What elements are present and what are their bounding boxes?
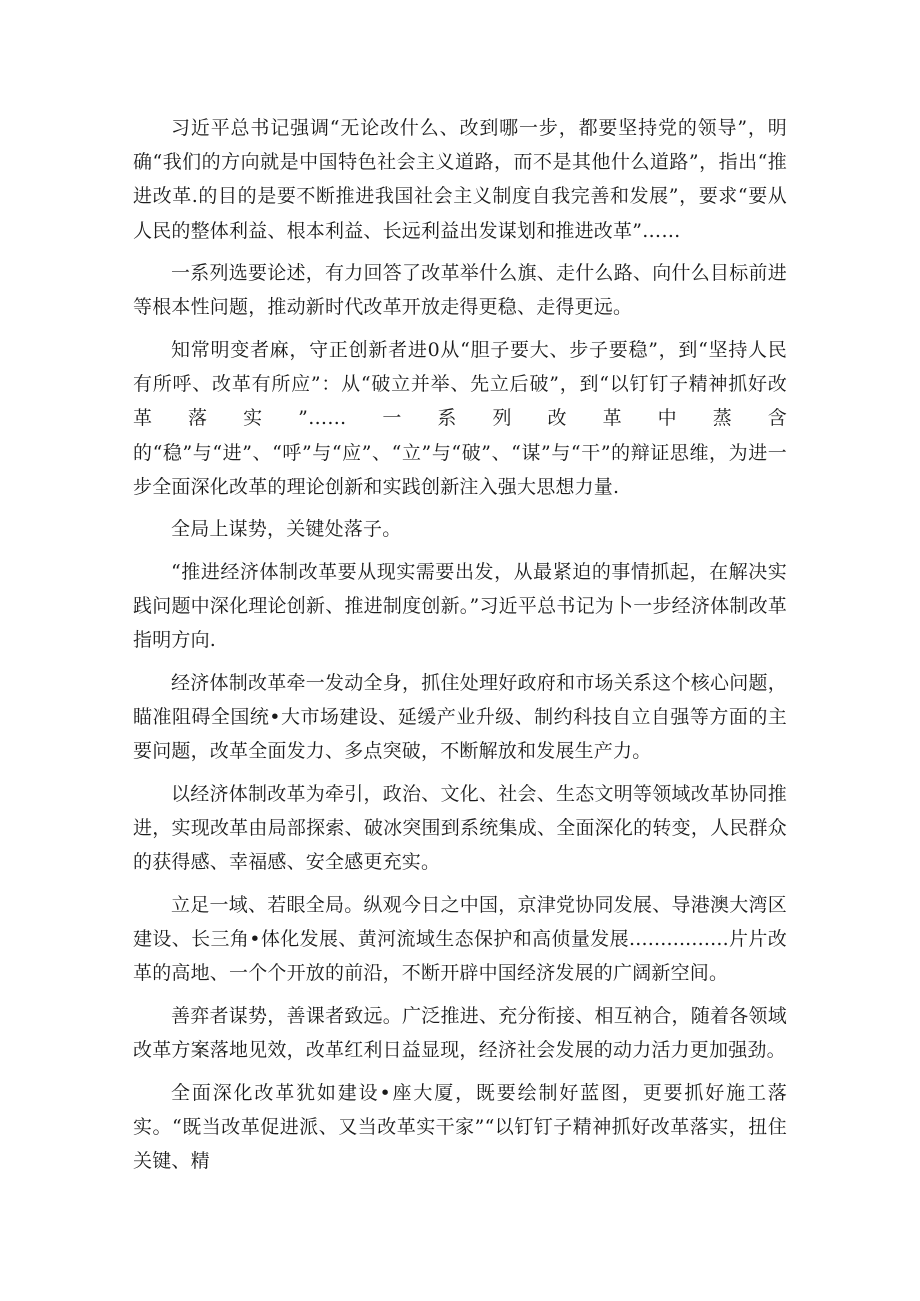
paragraph-8: 立足一域、若眼全局。纵观今日之中国，京津党协同发展、导港澳大湾区建设、长三角•体化发展、黄河流域生态保护和高侦量发展................片片改革的高地、一个个开放的前沿，不断开辟中国经济发展的广阔新空间。 <box>133 894 787 985</box>
paragraph-9: 善弈者谋势，善课者致远。广泛推进、充分衔接、相互衲合，随着各领域改革方案落地见效，改革红利日益显现，经济社会发展的动力活力更加强劲。 <box>133 1005 787 1062</box>
paragraph-6: 经济体制改革牵一发动全身，抓住处理好政府和市场关系这个核心问题，瞄准阻碍全国统•大市场建设、延缓产业升级、制约科技自立自强等方面的主要问题，改革全面发力、多点突破，不断解放和发展生产力。 <box>133 672 787 763</box>
paragraph-5: “推进经济体制改革要从现实需要出发，从最紧迫的事情抓起，在解决实践问题中深化理论创新、推进制度创新。”习近平总书记为卜一步经济体制改革指明方向. <box>133 561 787 652</box>
paragraph-4: 全局上谋势，关键处落子。 <box>171 518 402 541</box>
paragraph-2: 一系列选要论述，有力回答了改革举什么旗、走什么路、向什么目标前进等根本性问题，推动新时代改革开放走得更稳、走得更远。 <box>133 262 787 319</box>
paragraph-10: 全面深化改革犹如建设•座大厦，既要绘制好蓝图，更要抓好施工落实。“既当改革促进派、又当改革实干家”“以钉钉子精神抓好改革落实，扭住关键、精 <box>133 1081 787 1173</box>
paragraph-7: 以经济体制改革为牵引，政治、文化、社会、生态文明等领域改革协同推进，实现改革由局部探索、破冰突围到系统集成、全面深化的转变，人民群众的获得感、幸福感、安全感更充实。 <box>133 783 787 874</box>
document-body <box>133 111 787 1178</box>
paragraph-1: 习近平总书记强调“无论改什么、改到哪一步，都要坚持党的领导”，明确“我们的方向就是中国特色社会主义道路，而不是其他什么道路”，指出“推进改革.的目的是要不断推进我国社会主义制度自我完善和发展”，要求“要从人民的整体利益、根本利益、长远利益出发谋划和推进改革”…… <box>133 117 787 242</box>
paragraph-3: 知常明变者麻，守正创新者进0从“胆子要大、步子要稳”，到“坚持人民有所呼、改革有所应”：从“破立并举、先立后破”，到“以钉钉子精神抓好改革落实”……一系列改革中蒸含的“稳”与“进”、“呼”与“应”、“立”与“破”、“谋”与“干”的辩证思维，为进一步全面深化改革的理论创新和实践创新注入强大思想力量. <box>133 339 787 498</box>
